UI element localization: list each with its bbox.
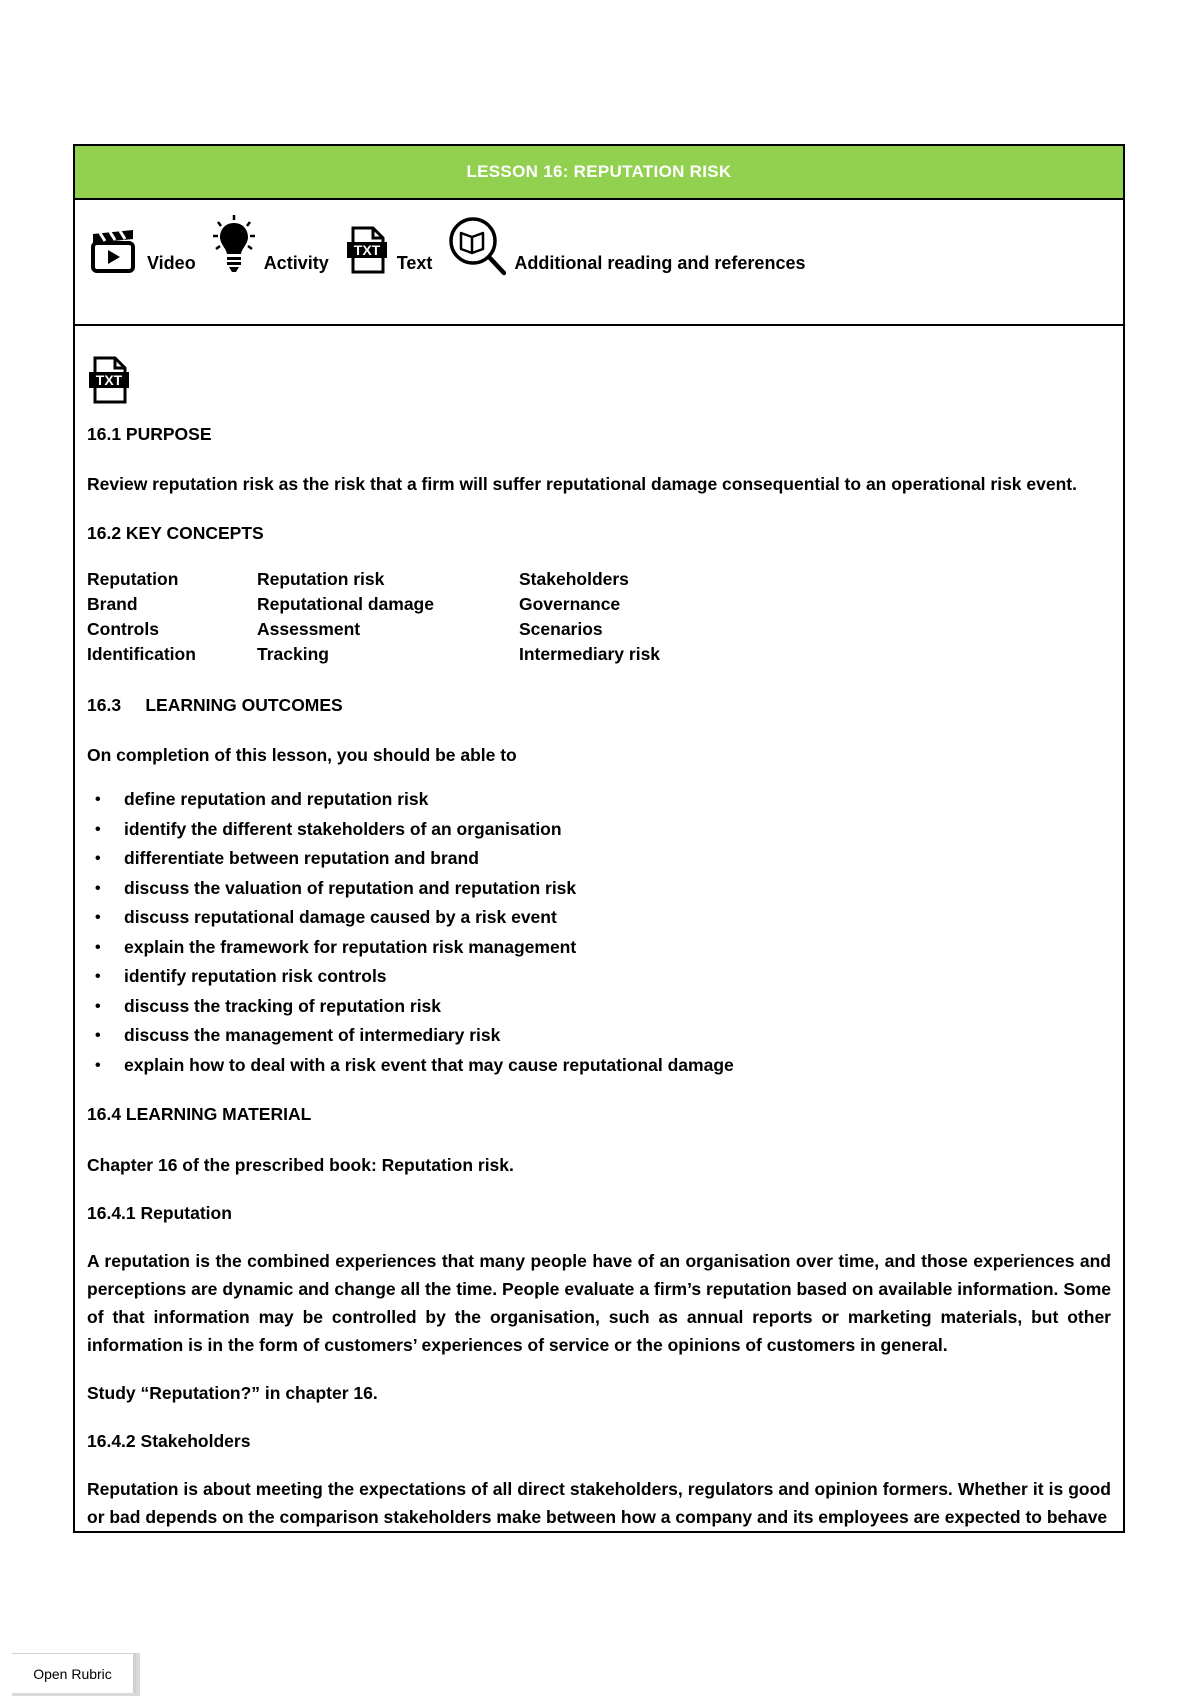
purpose-body: Review reputation risk as the risk that a firm will suffer reputational damage consequential to an operational risk event. bbox=[87, 474, 1077, 494]
stakeholders-body: Reputation is about meeting the expectations of all direct stakeholders, regulators and opinion formers. Whether it is good or bad depends on the comparison stakeholders make between how a company and its employees are expected to behave bbox=[87, 1479, 1111, 1527]
material-heading: 16.4 LEARNING MATERIAL bbox=[87, 1104, 312, 1124]
purpose-heading: 16.1 PURPOSE bbox=[87, 424, 212, 444]
list-item: • differentiate between reputation and brand bbox=[87, 844, 1111, 874]
concept-cell: Reputation risk bbox=[257, 569, 385, 589]
legend-video-label: Video bbox=[147, 253, 196, 273]
txt-icon-label: TXT bbox=[353, 242, 380, 258]
key-concepts-table bbox=[87, 567, 1111, 667]
outcomes-list bbox=[87, 785, 1111, 1080]
concept-cell: Assessment bbox=[257, 619, 361, 639]
open-rubric-button[interactable]: Open Rubric bbox=[12, 1653, 136, 1693]
list-item: • discuss the management of intermediary risk bbox=[87, 1021, 1111, 1051]
video-clapper-icon bbox=[89, 226, 139, 276]
concept-cell: Reputational damage bbox=[257, 594, 434, 614]
legend-activity-label: Activity bbox=[263, 253, 329, 273]
lesson-title: LESSON 16: REPUTATION RISK bbox=[75, 146, 1123, 200]
list-item: • define reputation and reputation risk bbox=[87, 785, 1111, 815]
concept-cell: Reputation bbox=[87, 569, 179, 589]
lesson-frame bbox=[73, 144, 1125, 1533]
outcomes-intro: On completion of this lesson, you should be able to bbox=[87, 745, 517, 765]
legend-reading bbox=[448, 214, 815, 276]
list-item: • identify the different stakeholders of an organisation bbox=[87, 815, 1111, 845]
list-item: • discuss the tracking of reputation risk bbox=[87, 992, 1111, 1022]
legend-activity bbox=[212, 214, 339, 276]
key-concepts-heading: 16.2 KEY CONCEPTS bbox=[87, 523, 264, 543]
stakeholders-heading: 16.4.2 Stakeholders bbox=[87, 1431, 251, 1451]
list-item: • discuss reputational damage caused by a risk event bbox=[87, 903, 1111, 933]
reputation-heading: 16.4.1 Reputation bbox=[87, 1203, 232, 1223]
list-item: • explain the framework for reputation risk management bbox=[87, 933, 1111, 963]
legend-reading-label: Additional reading and references bbox=[514, 253, 806, 273]
book-search-icon bbox=[448, 216, 506, 276]
txt-icon-label: TXT bbox=[95, 372, 123, 388]
material-intro: Chapter 16 of the prescribed book: Reputation risk. bbox=[87, 1155, 514, 1175]
lightbulb-icon bbox=[212, 214, 256, 276]
concept-cell: Controls bbox=[87, 619, 159, 639]
legend-text bbox=[345, 214, 443, 276]
txt-document-icon bbox=[87, 354, 131, 406]
list-item: • discuss the valuation of reputation and reputation risk bbox=[87, 874, 1111, 904]
concept-cell: Tracking bbox=[257, 644, 329, 664]
legend-text-label: Text bbox=[396, 253, 433, 273]
lesson-content bbox=[75, 326, 1123, 1531]
reputation-study: Study “Reputation?” in chapter 16. bbox=[87, 1383, 378, 1403]
concept-cell: Intermediary risk bbox=[519, 644, 661, 664]
reputation-body: A reputation is the combined experiences that many people have of an organisation over time, and those experiences and perceptions are dynamic and change all the time. People evaluate a firm’s reputation based on available information. Some of that information may be controlled by the organisation, such as annual reports or marketing materials, but other information is in the form of customers’ experiences of service or the opinions of customers in general. bbox=[87, 1251, 1111, 1355]
concept-cell: Brand bbox=[87, 594, 138, 614]
legend-video bbox=[89, 214, 206, 276]
list-item: • identify reputation risk controls bbox=[87, 962, 1111, 992]
legend-row bbox=[75, 200, 1123, 326]
outcomes-heading: 16.3 LEARNING OUTCOMES bbox=[87, 695, 343, 715]
concept-cell: Stakeholders bbox=[519, 569, 629, 589]
list-item: • explain how to deal with a risk event that may cause reputational damage bbox=[87, 1051, 1111, 1081]
concept-cell: Identification bbox=[87, 644, 196, 664]
txt-document-icon bbox=[345, 224, 389, 276]
section-text-marker bbox=[87, 326, 1111, 406]
concept-cell: Scenarios bbox=[519, 619, 603, 639]
concept-cell: Governance bbox=[519, 594, 621, 614]
